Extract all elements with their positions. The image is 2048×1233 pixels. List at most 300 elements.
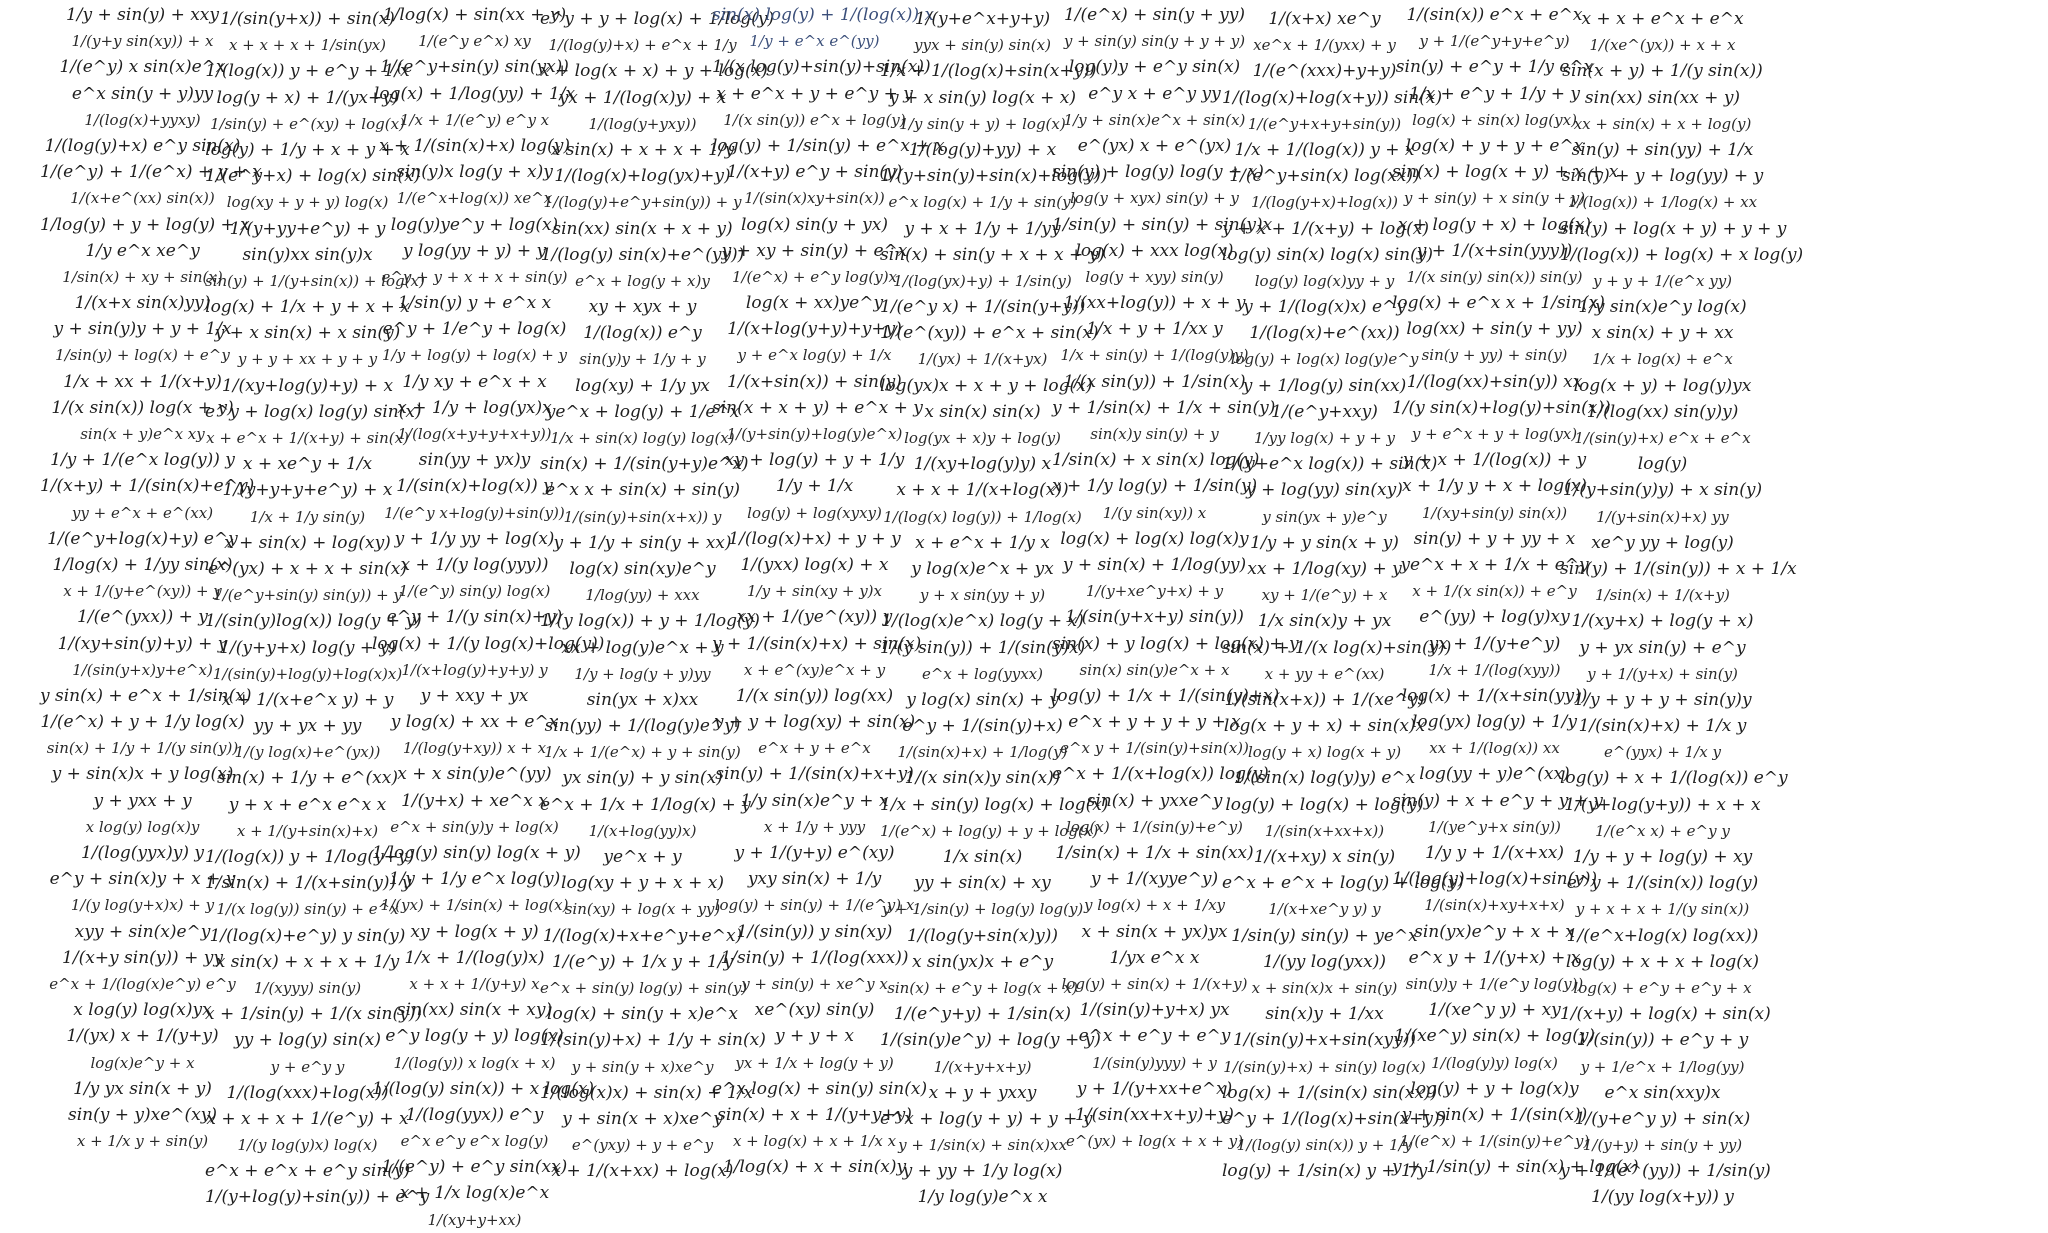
math-expression: 1/y sin(x)e^y log(x) (1578, 297, 1747, 318)
math-expression: 1/(log(x+y+y+x+y)) (397, 425, 552, 443)
math-expression: 1/(yx) + 1/sin(x) + log(x) (380, 896, 569, 915)
math-expression: y + 1/(sin(x)+x) + sin(x) (712, 633, 922, 654)
math-expression: sin(x) log(y) + 1/(log(x)) x (712, 5, 935, 25)
math-expression: xe^y yy + log(y) (1591, 532, 1734, 553)
math-expression: 1/y + y + y + sin(y)y (1573, 689, 1752, 710)
math-expression: y + e^x + y + log(yx) (1411, 425, 1578, 443)
math-expression: 1/log(yy) + xxx (585, 586, 700, 605)
math-expression: 1/(y+y) + sin(y + yy) (1582, 1136, 1743, 1155)
math-expression: log(y) + log(xyxy) (747, 503, 882, 522)
math-expression: log(xy + y + x + x) (561, 873, 724, 894)
math-expression: x + e^x + y + e^y + y (716, 83, 913, 104)
math-expression: y log(x)e^x + yx (911, 558, 1054, 579)
math-expression: sin(x) + log(x + y) + x + x (1392, 162, 1619, 183)
math-expression: e^y + 1/(sin(x)) log(y) (1566, 873, 1759, 894)
math-expression: x + x + x + 1/sin(yx) (228, 36, 387, 55)
math-expression: sin(x) + 1/(x log(x)+sin(y)) (1222, 637, 1452, 658)
math-expression: 1/(yy log(x+y)) y (1591, 1187, 1734, 1208)
math-expression: 1/log(y) sin(y) log(x + y) (372, 843, 581, 863)
math-expression: log(y) + log(x) + log(y) (1225, 794, 1424, 815)
math-expression: 1/yy log(x) + y + y (1253, 429, 1396, 447)
math-expression: 1/x + xx + 1/(x+y) (63, 371, 222, 392)
math-expression: 1/(e^y) x sin(x)e^x (59, 57, 226, 78)
math-expression: log(y)y + e^y sin(x) (1068, 57, 1241, 78)
math-expression: 1/(xe^y y) + xy (1428, 1000, 1561, 1021)
math-expression: y + 1/(y+y) e^(xy) (734, 843, 895, 863)
math-expression: y + sin(y + x)xe^y (571, 1057, 714, 1076)
math-expression: y + e^y y (270, 1057, 345, 1076)
math-expression: 1/(y+xe^y+x) + y (1085, 582, 1224, 601)
math-expression: 1/(log(x)+log(x+y)) sin(x) (1222, 87, 1443, 108)
math-expression: x + xe^y + 1/x (242, 454, 373, 475)
math-expression: sin(x) sin(y)e^x + x (1079, 660, 1230, 679)
math-expression: 1/(sin(y)+y+x) yx (1079, 1000, 1230, 1021)
math-expression: y + 1/sin(x) + sin(x)xx (898, 1136, 1067, 1155)
math-expression: y log(yy + y) + y (402, 240, 547, 261)
math-expression: sin(y)y + 1/(e^y log(y)) (1405, 974, 1584, 993)
math-expression: 1/(sin(x) log(y)y) e^x (1233, 768, 1416, 789)
math-expression: sin(x) + sin(y + x + x + y) (880, 244, 1105, 265)
math-expression: 1/log(x) + x + sin(x)y (722, 1157, 907, 1178)
math-expression: 1/(log(xx) sin(y)y) (1586, 401, 1739, 422)
math-expression: 1/(log(xx)+sin(y)) xx (1406, 371, 1583, 392)
math-expression: log(y) + log(x) log(y)e^y (1230, 350, 1419, 369)
math-expression: 1/y + 1/(e^x log(y)) y (50, 450, 235, 471)
math-expression: log(x) + 1/(sin(y)+e^y) (1066, 817, 1243, 836)
math-expression: log(y) + 1/y + x + y + x (205, 139, 410, 160)
math-expression: 1/(log(y)+x) e^y sin(x) (44, 135, 241, 156)
math-expression: 1/y e^x xe^y (85, 240, 200, 261)
math-expression: e^(yx) + log(x + x + y) (1066, 1132, 1243, 1151)
math-expression: 1/(x+x sin(x)yy) (74, 293, 211, 314)
math-expression: x sin(x) + y + xx (1591, 323, 1734, 344)
math-expression: log(y + xyy) sin(y) (1085, 267, 1224, 286)
math-expression: log(x) + sin(x) log(yx) (1412, 110, 1577, 129)
math-expression: 1/sin(x) + 1/(x+y) (1595, 586, 1730, 605)
math-expression: xe^x + 1/(yxx) + y (1253, 36, 1396, 55)
math-expression: yyx + sin(y) sin(x) (914, 36, 1051, 55)
math-expression: 1/(log(y)y) log(x) (1431, 1053, 1558, 1072)
math-expression: 1/(y+e^y y) + sin(x) (1574, 1108, 1751, 1129)
math-expression: 1/(e^(xy)) + e^x + sin(x) (880, 323, 1099, 344)
math-expression: 1/(sin(y)+x+sin(xyy)) (1232, 1030, 1417, 1051)
math-expression: y + sin(y)y + y + 1/x (53, 319, 232, 340)
math-expression: log(x) + log(x) log(x)y (1060, 528, 1249, 549)
math-expression: e^x + e^x + log(y) + log(y) (1222, 873, 1464, 894)
math-expression: yy + log(y) sin(x) (233, 1030, 382, 1051)
math-expression: x log(y) log(x)y (85, 817, 200, 836)
math-expression: 1/(xy+log(y)y) x (913, 454, 1052, 475)
math-expression: 1/(xy+y+xx) (427, 1210, 522, 1229)
math-expression: 1/(sin(x)) e^x + e^x (1406, 5, 1583, 25)
math-expression: 1/(e^y) + 1/x y + 1/y (551, 951, 734, 972)
math-expression: 1/yx e^x x (1109, 947, 1200, 968)
math-expression: e^y + 1/(y sin(x)+y) (386, 607, 563, 628)
math-expression: yx + 1/(log(x)y) + x (558, 87, 727, 108)
math-expression: 1/(e^x+log(x) log(xx)) (1566, 925, 1759, 946)
math-expression: 1/sin(y) + sin(y) + sin(y)x (1052, 214, 1273, 235)
math-expression: sin(x) + yxxe^y (1086, 790, 1223, 811)
math-expression: y + y + log(xy) + sin(x) (713, 712, 916, 733)
math-expression: 1/(sin(x)+x) + 1/log(y) (897, 743, 1068, 762)
math-expression: 1/sin(y) sin(y) + ye^x (1231, 925, 1418, 946)
math-expression: xx + 1/log(xy) + y (1247, 558, 1402, 579)
math-expression: 1/sin(y) + log(x) + e^y (55, 346, 230, 365)
math-expression: log(y + xyx) sin(y) + y (1070, 189, 1239, 208)
math-expression: 1/y log(y)e^x x (917, 1187, 1048, 1208)
math-expression: 1/(x+y sin(y)) + yy (62, 947, 223, 968)
math-expression: log(x) + xxx log(x) (1075, 240, 1234, 261)
math-expression: y log(x) + xx + e^x (390, 712, 559, 733)
math-expression: sin(yy) + 1/(log(y)e^y) (544, 716, 741, 737)
math-expression: y + x + x + 1/(y sin(x)) (1575, 900, 1750, 919)
math-expression: y + 1/(y+x) + sin(y) (1587, 664, 1738, 683)
math-expression: 1/(yy log(yxx)) (1262, 951, 1387, 972)
math-expression: y + y + 1/(e^x yy) (1592, 271, 1733, 290)
math-expression: 1/(sin(xx+x+y)+y) (1075, 1104, 1234, 1125)
math-expression: xx + sin(x) + x + log(y) (1573, 114, 1752, 133)
math-expression: log(x) sin(y + yx) (740, 214, 889, 235)
math-expression: x + x + e^x + e^x (1581, 9, 1744, 29)
math-expression: 1/y + sin(y) + xxy (65, 5, 219, 25)
math-expression: 1/(y sin(xy)) x (1102, 503, 1207, 522)
math-expression: 1/(x+e^(xx) sin(x)) (70, 189, 215, 208)
math-expression: 1/(y log(y+x)x) + y (70, 896, 215, 915)
math-expression: y + x + 1/(log(x)) + y (1402, 450, 1587, 471)
math-expression: 1/(log(x)+log(yx)+y) (554, 166, 731, 187)
math-expression: e^x log(x) + sin(y) sin(x) (712, 1078, 928, 1099)
math-expression: 1/(e^y+log(x)+y) e^y (47, 528, 238, 549)
math-expression: 1/(log(x)+yyxy) (84, 110, 201, 129)
math-expression: 1/(log(y)+yy) + x (908, 139, 1057, 160)
math-expression: y sin(x) + e^x + 1/sin(x) (40, 685, 252, 706)
math-expression: e^(yy) + log(y)xy (1419, 607, 1570, 628)
math-expression: 1/(log(x)+e^y) y sin(y) (209, 925, 406, 946)
math-expression: 1/(y+e^x log(x)) + sin(x) (1222, 454, 1438, 475)
math-expression: 1/(e^y) + 1/(e^x) + y + x (40, 162, 262, 183)
math-expression: x + sin(x + yx)yx (1081, 921, 1228, 942)
math-expression: sin(y) + sin(yy) + 1/x (1571, 139, 1754, 160)
math-expression: 1/(log(x) log(y)) + 1/log(x) (883, 507, 1082, 526)
math-expression: e^y + log(x) log(y) sin(x) (205, 401, 422, 422)
math-expression: 1/(log(y+sin(x)y)) (906, 925, 1059, 946)
math-expression: 1/(e^y) sin(y) log(x) (398, 582, 551, 601)
math-expression: 1/(log(x)+x+e^y+e^x) (542, 925, 743, 946)
math-expression: 1/(xe^y) sin(x) + log(y) (1393, 1026, 1596, 1047)
math-expression: 1/x + 1/y sin(y) (249, 507, 366, 526)
math-expression: sin(y) + log(x + y) + y + y (1560, 218, 1787, 239)
math-expression: 1/(xy+x) + log(y + x) (1571, 611, 1754, 632)
math-expression: x + 1/(x+e^x y) + y (221, 689, 394, 710)
math-expression: log(y) + sin(x) + 1/(x+y) (1061, 974, 1248, 993)
math-expression: 1/x + log(x) + e^x (1592, 350, 1733, 369)
math-expression: 1/x + sin(y) log(x) + log(x) (880, 794, 1109, 815)
math-expression: 1/(log(xxx)+log(x)) (226, 1082, 389, 1103)
math-expression: log(xy) + 1/y yx (575, 375, 710, 396)
math-expression: xx + 1/(log(x)) xx (1429, 739, 1560, 758)
math-expression: 1/(xy+sin(y)+y) + y (57, 633, 228, 654)
math-expression: e^x e^y e^x log(y) (400, 1132, 549, 1151)
math-expression: x + sin(x)x + sin(y) (1251, 978, 1398, 997)
math-expression: e^(yyx) + 1/x y (1604, 743, 1721, 762)
math-expression: 1/(log(y)+e^y+sin(y)) + y (543, 193, 742, 212)
math-expression: log(x) + 1/x + y + x + x (205, 297, 410, 318)
math-expression: sin(x) + 1/y + 1/(y sin(y)) (46, 739, 239, 758)
math-expression: 1/(y+sin(y)y) + x sin(y) (1562, 480, 1763, 501)
math-expression: 1/(x+y) + log(x) + sin(x) (1560, 1004, 1771, 1025)
math-expression: e^x sin(y + y)yy (71, 83, 214, 104)
math-expression: 1/sin(y) + e^(xy) + log(x) (210, 114, 405, 133)
math-expression: 1/(log(yyx)) e^y (405, 1104, 544, 1125)
math-expression: y + 1/(xyye^y) (1090, 869, 1219, 890)
math-expression: 1/(x+log(y)+y+y) y (401, 660, 548, 679)
math-expression: 1/(sin(y)) y sin(xy) (736, 921, 893, 942)
math-expression: y + x sin(yy + y) (919, 586, 1046, 605)
math-expression: 1/(e^y+sin(y) sin(y)) + y (213, 586, 402, 605)
math-expression: 1/(yxx) log(x) + x (740, 554, 889, 575)
math-expression: sin(y) + y + yy + x (1413, 528, 1576, 549)
math-expression: log(x + xx)ye^y (745, 293, 884, 314)
math-expression: y + 1/y yy + log(x) (394, 528, 555, 549)
math-expression: 1/(e^x+log(x)) xe^x (396, 189, 553, 208)
math-expression: y + x + e^x e^x x (228, 794, 387, 815)
math-expression: 1/(log(y) sin(x)+e^(yy)) (540, 244, 745, 265)
math-expression: 1/(yx) + 1/(x+yx) (917, 350, 1048, 369)
math-expression: ye^x + x + 1/x + e^y (1400, 554, 1589, 575)
math-expression: sin(x + y)e^x xy (80, 425, 205, 443)
math-expression: x + 1/x y + sin(y) (76, 1132, 209, 1151)
math-expression: 1/(sin(y)e^y) + log(y + y) (880, 1030, 1101, 1051)
math-expression: 1/y y + 1/(x+xx) (1424, 843, 1565, 863)
math-expression: yx sin(y) + y sin(x) (562, 768, 723, 789)
math-expression: x + 1/(sin(x)+x) log(y) (378, 135, 571, 156)
math-expression: 1/sin(y) + 1/(log(xxx)) (720, 947, 909, 968)
math-expression: 1/y sin(y + y) + log(x) (899, 114, 1066, 133)
math-expression: 1/(sin(y)+log(y)+log(x)x) (212, 664, 403, 683)
math-expression: log(x) + 1/(x+sin(yy)) (1401, 685, 1588, 706)
math-expression: sin(x) + 1/(sin(y+y)e^x) (540, 454, 749, 475)
math-expression: log(x)e^y + x (90, 1053, 195, 1072)
math-expression: y + 1/y + sin(y + xx) (553, 532, 732, 553)
math-expression: 1/(x+log(y+y)+y+y) (727, 319, 902, 340)
math-expression: 1/(sin(x)+xy+x+x) (1424, 896, 1565, 915)
math-expression: log(x) + 1/(sin(x) sin(xx)) (1222, 1082, 1438, 1103)
math-expression: y + 1/(y+xx+e^x) (1076, 1078, 1233, 1099)
math-expression: 1/y + y sin(x + y) (1250, 532, 1399, 553)
math-expression: y + sin(x + x)xe^y (562, 1108, 723, 1129)
math-expression: 1/(e^(yxx)) + y (77, 607, 208, 628)
math-expression: x + x + 1/(y+y) x (409, 974, 540, 993)
math-expression: y + x sin(x) + x sin(y) (214, 323, 401, 344)
math-expression: 1/(sin(x)+log(x)) y (396, 476, 553, 497)
math-expression: ye^x + log(y) + 1/e^x (545, 401, 740, 422)
math-expression: sin(y) + e^y + 1/y e^x (1395, 57, 1594, 78)
math-expression: 1/(x+y+x+y) (933, 1057, 1032, 1076)
math-expression: x + 1/(x+xx) + log(x) (551, 1161, 734, 1182)
math-expression: 1/(sin(x+xx+x)) (1264, 821, 1385, 840)
math-expression: 1/(sin(y)+x) + 1/y + sin(x) (540, 1030, 766, 1051)
math-expression: 1/(sin(y)+x) e^x + e^x (1574, 429, 1751, 447)
math-expression: xyy + sin(x)e^y (74, 921, 211, 942)
math-expression: sin(x + x + y) + e^x + y (712, 397, 923, 418)
math-expression: sin(x + y) + 1/(y sin(x)) (1562, 61, 1763, 82)
math-expression: e^x + sin(y) log(y) + sin(y) (540, 978, 748, 997)
math-expression: e^(yxy) + y + e^y (571, 1136, 714, 1155)
math-expression: xe^(xy) sin(y) (754, 1000, 875, 1021)
math-expression: 1/(x sin(x)y sin(x)) (904, 768, 1061, 789)
math-expression: yxy sin(x) + 1/y (747, 869, 882, 890)
math-expression: 1/(xe^(yx)) + x + x (1589, 36, 1736, 55)
math-expression: xy + 1/(e^y) + x (1261, 586, 1388, 605)
math-expression: e^y + 1/e^y + log(x) (382, 319, 567, 340)
math-expression: x sin(x) sin(x) (924, 401, 1041, 422)
math-expression: 1/x sin(x)y + yx (1257, 611, 1392, 632)
math-expression: 1/(x sin(y)) + 1/sin(x) (1063, 371, 1246, 392)
math-expression: 1/(sin(y+x+y) sin(y)) (1065, 607, 1244, 628)
math-expression: 1/(x+sin(x)) + sin(y) (727, 371, 902, 392)
math-expression: log(yx + x)y + log(y) (904, 429, 1061, 447)
math-expression: 1/(log(x)x) + sin(x) + 1/x (540, 1082, 753, 1103)
math-expression: yy + yx + yy (253, 716, 362, 737)
math-expression: 1/x + 1/(e^y) e^y x (399, 110, 550, 129)
math-expression: 1/x + y + 1/xx y (1086, 319, 1223, 340)
math-expression: 1/(x+x) xe^y (1268, 9, 1381, 29)
math-expression: 1/(log(x)) y + 1/log(y+y) (205, 847, 415, 867)
math-expression: e^y + y + log(x) + 1/log(y) (540, 9, 775, 29)
math-expression: log(x) sin(xy)e^y (569, 558, 716, 579)
math-expression: 1/(y+log(y+y)) + x + x (1564, 794, 1761, 815)
math-expression: log(x) + y + y + e^x (1405, 135, 1584, 156)
math-expression: sin(x)y sin(y) + y (1090, 425, 1219, 443)
math-expression: 1/y yx sin(x + y) (73, 1078, 212, 1099)
math-expression: log(y) + x + 1/(log(x)) e^y (1560, 768, 1788, 789)
math-expression: xx + log(y)e^x + y (561, 637, 724, 658)
math-expression: 1/(e^x) + e^y log(y)x (731, 267, 898, 286)
math-expression: yx + 1/x + log(y + y) (735, 1053, 894, 1072)
math-expression: log(xy + y + y) log(x) (226, 193, 389, 212)
math-expression: e^x + 1/x + 1/log(x) + y (540, 794, 751, 815)
equation-column (1560, 6, 1804, 1208)
math-expression: 1/(log(y) sin(x)) + x log(x) (372, 1078, 595, 1099)
math-expression: 1/(log(x)+x) + y + y (728, 528, 901, 549)
math-expression: 1/(log(yx)+y) + 1/sin(y) (893, 271, 1072, 290)
math-expression: log(yy + y)e^(xx) (1419, 764, 1570, 785)
math-expression: 1/sin(x) + 1/x + sin(xx) (1055, 843, 1254, 863)
math-expression: xy + xyx + y (588, 297, 697, 318)
math-expression: e^x + log(y + x)y (575, 271, 710, 290)
math-expression: 1/(e^x) + log(y) + y + log(x) (880, 821, 1099, 840)
math-expression: log(y) + y + log(x)y (1410, 1078, 1579, 1099)
math-expression: e^x sin(xxy)x (1604, 1082, 1721, 1103)
math-expression: 1/(yx) x + 1/(y+y) (66, 1026, 219, 1047)
math-expression: x + log(x + x) + y + log(x) (540, 61, 768, 82)
math-expression: y + sin(y) sin(y + y + y) (1063, 32, 1246, 51)
math-expression: x + 1/y log(y) + 1/sin(y) (1052, 476, 1258, 497)
math-expression: 1/(log(y) sin(x)) y + 1/y (1236, 1136, 1413, 1155)
math-expression: e^x + y + y + y + x (1068, 712, 1241, 733)
math-expression: sin(yx + x)xx (586, 689, 699, 710)
math-expression: 1/y + sin(x)e^x + sin(x) (1063, 110, 1246, 129)
math-expression: y + 1/sin(y) + sin(x) + log(x) (1392, 1157, 1639, 1178)
math-expression: 1/x sin(x) (942, 847, 1023, 867)
math-expression: 1/(x log(y)+sin(y)+sin(x)) (712, 57, 931, 78)
math-expression: x + 1/y + yyy (763, 817, 866, 836)
math-expression: sin(x) + 1/y + e^(xx) (217, 768, 398, 789)
math-expression: log(y) + 1/sin(x) y + 1/y (1222, 1161, 1428, 1182)
math-expression: 1/(log(x)) + 1/log(x) + xx (1567, 193, 1758, 212)
math-expression: y + xxy + yx (420, 685, 529, 706)
math-expression: 1/(xy+log(y)+y) + x (221, 375, 394, 396)
math-expression: 1/x + 1/(log(x)+sin(x+y)) (880, 61, 1097, 82)
math-expression: y + xy + sin(y) + e^x (721, 240, 908, 261)
math-expression: y + e^x log(y) + 1/x (737, 346, 892, 365)
math-expression: y + yy + 1/y log(x) (902, 1161, 1063, 1182)
math-expression: 1/x + 1/(log(x)) y + x (1234, 139, 1415, 160)
math-expression: e^x x + sin(x) + sin(y) (545, 480, 740, 501)
math-expression: 1/(sin(y)yyy) + y (1092, 1053, 1217, 1072)
math-expression: 1/(sin(y)) + e^y + y (1576, 1030, 1749, 1051)
math-expression: 1/(e^x x) + e^y y (1595, 821, 1730, 840)
math-expression: 1/y + sin(xy + y)x (746, 582, 882, 601)
math-expression: 1/(xy+sin(y) sin(x)) (1421, 503, 1568, 522)
math-expression: 1/(sin(y+x)) + sin(x) (220, 9, 395, 29)
math-expression: 1/(x+y) e^y + sin(y) (726, 162, 903, 183)
math-expression: e^x + log(yyxx) (921, 664, 1043, 683)
math-expression: e^y + sin(x)y + x + y (49, 869, 236, 890)
math-expression: x sin(yx)x + e^y (911, 951, 1054, 972)
math-expression: log(yx) log(y) + 1/y (1411, 712, 1578, 733)
math-expression: sin(x) + x + 1/(y+y+y) (717, 1104, 912, 1125)
math-expression: 1/(e^y+x+y+sin(y)) (1247, 114, 1402, 133)
math-expression: log(yx)x + x + y + log(x) (880, 375, 1093, 396)
math-expression: x + 1/x log(x)e^x (399, 1183, 550, 1204)
math-expression: 1/(sin(x)xy+sin(x)) (744, 189, 885, 208)
math-expression: 1/(y+y+x) log(y + y) (219, 637, 396, 658)
math-expression: 1/(x+xe^y y) y (1268, 900, 1381, 919)
math-expression: x + x sin(y)e^(yy) (397, 764, 552, 785)
math-expression: 1/(e^y) + e^y sin(xx) (381, 1157, 568, 1178)
math-expression: 1/(sin(y+x)y+e^x) (72, 660, 213, 679)
math-expression: y + 1/sin(x) + 1/x + sin(y) (1052, 397, 1276, 418)
math-expression: x + x + 1/(x+log(x)) (896, 480, 1069, 501)
math-expression: sin(y) + 1/(sin(y)) + x + 1/x (1560, 558, 1797, 579)
math-expression: 1/(sin(y)log(x)) log(y + y) (205, 611, 422, 632)
math-expression: 1/(e^y+x) + log(x) sin(x) (205, 166, 421, 187)
math-expression: log(y)ye^y + log(x) (390, 214, 559, 235)
math-expression: 1/y + 1/y e^x log(y) (388, 869, 561, 890)
math-expression: x + log(y + x) + log(x) (1397, 214, 1592, 235)
math-expression: log(y + x) log(x + y) (1247, 743, 1402, 762)
math-expression: 1/(x sin(y) sin(x)) sin(y) (1406, 267, 1583, 286)
math-expression: 1/log(y) + y + log(y) + x (40, 214, 250, 235)
math-expression: 1/x + 1/(e^x) + y + sin(y) (544, 743, 741, 762)
math-expression: xx + 1/(ye^(xy)) y (736, 607, 893, 628)
math-expression: 1/x + sin(x) log(y) log(x) (550, 429, 735, 447)
math-expression: sin(yx)e^y + x + x (1414, 921, 1575, 942)
math-expression: 1/(y log(x)) + y + 1/log(y) (540, 611, 760, 632)
math-expression: y + 1/(x+sin(yyy)) (1416, 240, 1573, 261)
math-expression: sin(x) + y log(x) + log(x) + y (1052, 633, 1299, 654)
math-expression: x + 1/(y+sin(x)+x) (236, 821, 379, 840)
math-expression: 1/(log(y)+log(x)+sin(y)) (1392, 869, 1598, 890)
math-expression: e^x + log(y + y) + y + y (880, 1108, 1093, 1129)
math-expression: 1/(sin(y)+sin(x+x)) y (563, 507, 722, 526)
math-expression: 1/(ye^y+x sin(y)) (1428, 817, 1561, 836)
math-expression: 1/x + 1/(log(xyy)) (1428, 660, 1561, 679)
math-expression: y + 1/e^x + 1/log(yy) (1580, 1057, 1745, 1076)
math-expression: e^x log(x) + 1/y + sin(y) (888, 193, 1077, 212)
math-expression: 1/(e^y+y) + 1/sin(x) (893, 1004, 1072, 1025)
